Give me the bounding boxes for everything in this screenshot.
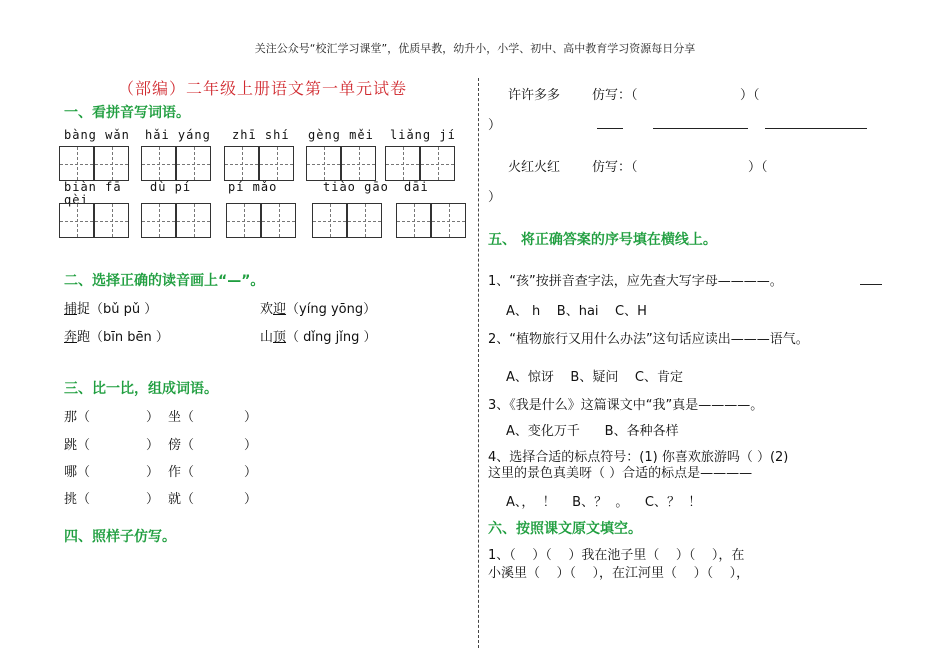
compare-row-1-b: 坐（ bbox=[168, 410, 195, 425]
writing-cell[interactable] bbox=[141, 146, 176, 181]
fill-line-1: 1、（ ）（ ）我在池子里（ ）（ ），在 bbox=[488, 548, 745, 563]
read-q4-char[interactable]: 顶 bbox=[273, 330, 287, 345]
choice-q4-options: A、， ！ B、？ 。 C、？ ！ bbox=[506, 495, 702, 510]
imitate-b-word: 火红火红 bbox=[508, 160, 561, 175]
compare-row-3-a-close: ） bbox=[146, 465, 160, 480]
writing-cell[interactable] bbox=[385, 146, 420, 181]
answer-line[interactable] bbox=[653, 128, 748, 129]
imitate-a-label: 仿写：（ bbox=[592, 88, 638, 103]
writing-cell[interactable] bbox=[94, 203, 129, 238]
writing-cell[interactable] bbox=[226, 203, 261, 238]
pinyin-6-extra: qèi bbox=[64, 193, 89, 207]
page-title: （部编）二年级上册语文第一单元试卷 bbox=[118, 79, 408, 98]
imitate-b-end: ） bbox=[488, 190, 502, 205]
read-q4-prefix: 山 bbox=[260, 330, 274, 345]
pinyin-3: zhī shí bbox=[232, 128, 290, 142]
writing-cell[interactable] bbox=[312, 203, 347, 238]
choice-q3-options: A、变化万千 B、各种各样 bbox=[506, 424, 679, 439]
read-q1-char[interactable]: 捕 bbox=[64, 302, 78, 317]
imitate-a-mid: ）（ bbox=[740, 88, 760, 103]
pinyin-2: hǎi yáng bbox=[145, 128, 211, 142]
column-divider bbox=[478, 78, 479, 648]
writing-cell[interactable] bbox=[224, 146, 259, 181]
read-q4-options: （ dǐng jǐng ） bbox=[286, 330, 377, 345]
writing-cell[interactable] bbox=[59, 146, 94, 181]
compare-row-2-b-close: ） bbox=[244, 438, 258, 453]
compare-row-3-b: 作（ bbox=[168, 465, 195, 480]
answer-line[interactable] bbox=[597, 128, 623, 129]
compare-row-3-b-close: ） bbox=[244, 465, 258, 480]
read-q3 bbox=[64, 326, 169, 345]
answer-line[interactable] bbox=[860, 284, 882, 285]
pinyin-1: bàng wǎn bbox=[64, 128, 130, 142]
compare-row-1-a: 那（ bbox=[64, 410, 91, 425]
choice-q4-line2: 这里的景色真美呀（ ）合适的标点是———— bbox=[488, 466, 753, 481]
writing-cell[interactable] bbox=[306, 146, 341, 181]
fill-line-2: 小溪里（ ）（ ），在江河里（ ）（ ）， bbox=[488, 566, 750, 581]
compare-row-4-b: 就（ bbox=[168, 492, 195, 507]
pinyin-10: dāi bbox=[404, 180, 429, 194]
compare-row-2-b: 傍（ bbox=[168, 438, 195, 453]
pinyin-7: dù pí bbox=[150, 180, 192, 194]
read-q2-char[interactable]: 迎 bbox=[273, 302, 287, 317]
read-q2-options: （yíng yōng） bbox=[286, 302, 377, 317]
compare-row-1-a-close: ） bbox=[146, 410, 160, 425]
pinyin-4: gèng měi bbox=[308, 128, 374, 142]
choice-q3: 3、《我是什么》这篇课文中“我”真是————。 bbox=[488, 398, 764, 413]
writing-cell[interactable] bbox=[261, 203, 296, 238]
choice-q2: 2、“植物旅行又用什么办法”这句话应读出———语气。 bbox=[488, 332, 809, 347]
writing-cell[interactable] bbox=[176, 146, 211, 181]
read-q3-char[interactable]: 奔 bbox=[64, 330, 78, 345]
compare-row-3-a: 哪（ bbox=[64, 465, 91, 480]
compare-row-4-a-close: ） bbox=[146, 492, 160, 507]
read-q2-prefix: 欢 bbox=[260, 302, 274, 317]
imitate-b-mid: ）（ bbox=[748, 160, 768, 175]
compare-row-4-b-close: ） bbox=[244, 492, 258, 507]
imitate-b-label: 仿写：（ bbox=[592, 160, 638, 175]
section-3-heading: 三、比一比，组成词语。 bbox=[64, 381, 218, 397]
writing-cell[interactable] bbox=[59, 203, 94, 238]
section-4-heading: 四、照样子仿写。 bbox=[64, 529, 176, 545]
imitate-a-end: ） bbox=[488, 118, 502, 133]
compare-row-1-b-close: ） bbox=[244, 410, 258, 425]
choice-q1: 1、“孩”按拼音查字法，应先查大写字母————。 bbox=[488, 274, 783, 289]
compare-row-2-a: 跳（ bbox=[64, 438, 91, 453]
top-banner: 关注公众号“校汇学习课堂”，优质早教，幼升小，小学、初中、高中教育学习资源每日分享 bbox=[254, 42, 696, 55]
writing-cell[interactable] bbox=[341, 146, 376, 181]
read-q1-options: 捉（bǔ pǔ ） bbox=[77, 302, 158, 317]
section-6-heading: 六、按照课文原文填空。 bbox=[488, 521, 642, 537]
writing-cell[interactable] bbox=[176, 203, 211, 238]
choice-q1-options: A、 h B、hai C、H bbox=[506, 304, 647, 319]
imitate-a-word: 许许多多 bbox=[508, 88, 561, 103]
writing-cell[interactable] bbox=[420, 146, 455, 181]
section-1-heading: 一、看拼音写词语。 bbox=[64, 105, 190, 121]
choice-q4-line1: 4、选择合适的标点符号：(1) 你喜欢旅游吗（ ）(2) bbox=[488, 450, 789, 465]
writing-cell[interactable] bbox=[431, 203, 466, 238]
compare-row-4-a: 挑（ bbox=[64, 492, 91, 507]
pinyin-6: biàn fā bbox=[64, 180, 122, 194]
writing-cell[interactable] bbox=[347, 203, 382, 238]
pinyin-9: tiào gāo bbox=[323, 180, 389, 194]
writing-cell[interactable] bbox=[396, 203, 431, 238]
choice-q2-options: A、惊讶 B、疑问 C、肯定 bbox=[506, 370, 683, 385]
answer-line[interactable] bbox=[765, 128, 867, 129]
writing-cell[interactable] bbox=[141, 203, 176, 238]
read-q1 bbox=[64, 298, 157, 317]
read-q2 bbox=[260, 298, 376, 317]
read-q3-options: 跑（bīn bēn ） bbox=[77, 330, 169, 345]
pinyin-5: liǎng jí bbox=[390, 128, 456, 142]
compare-row-2-a-close: ） bbox=[146, 438, 160, 453]
read-q4 bbox=[260, 326, 377, 345]
section-5-heading: 五、 将正确答案的序号填在横线上。 bbox=[488, 232, 717, 248]
section-2-heading: 二、选择正确的读音画上“—”。 bbox=[64, 273, 265, 289]
writing-cell[interactable] bbox=[259, 146, 294, 181]
pinyin-8: pí mǎo bbox=[228, 180, 278, 194]
writing-cell[interactable] bbox=[94, 146, 129, 181]
